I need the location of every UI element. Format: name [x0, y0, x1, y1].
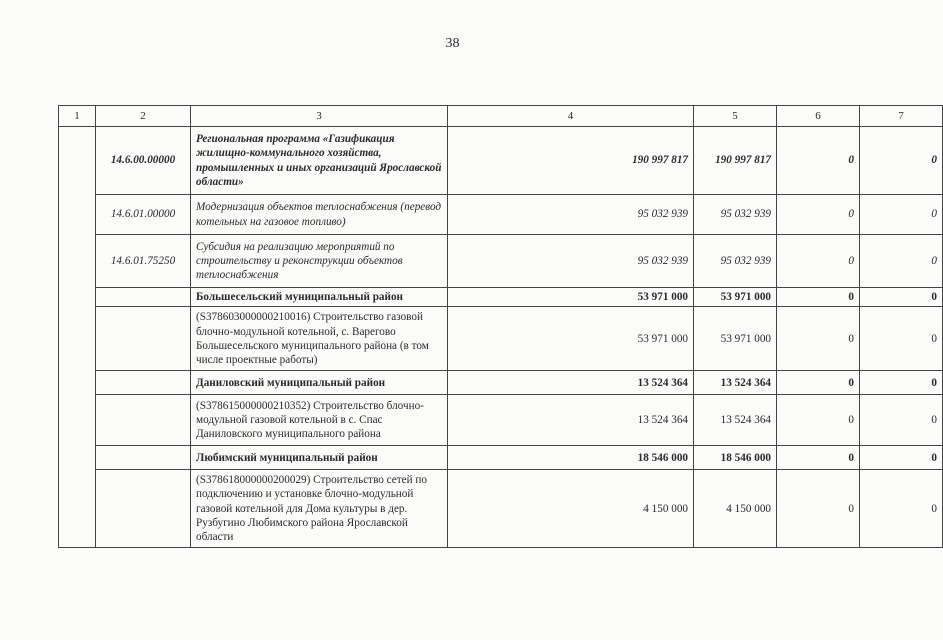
row-col5: 95 032 939: [694, 235, 777, 288]
row-col4: 13 524 364: [448, 395, 694, 446]
row-col4: 13 524 364: [448, 371, 694, 395]
table-row: [59, 127, 943, 195]
row-col7: 0: [860, 195, 943, 235]
row-col4: 95 032 939: [448, 195, 694, 235]
table-row: [59, 395, 943, 446]
row-col6: 0: [777, 235, 860, 288]
row-code: 14.6.01.00000: [96, 195, 191, 235]
row-col5: 95 032 939: [694, 195, 777, 235]
row-col7: 0: [860, 470, 943, 548]
table-row: [59, 307, 943, 371]
header-cell-3: 3: [191, 106, 448, 127]
row-name: (S378615000000210352) Строительство блочно-модульной газовой котельной в с. Спас Даниловского муниципального района: [191, 395, 448, 446]
row-col6: 0: [777, 470, 860, 548]
row-name: Любимский муниципальный район: [191, 446, 448, 470]
empty-column-1: [59, 127, 96, 548]
row-col7: 0: [860, 395, 943, 446]
header-cell-7: 7: [860, 106, 943, 127]
row-col5: 190 997 817: [694, 127, 777, 195]
row-col5: 4 150 000: [694, 470, 777, 548]
row-name: Субсидия на реализацию мероприятий по строительству и реконструкции объектов теплоснабжения: [191, 235, 448, 288]
row-col4: 190 997 817: [448, 127, 694, 195]
row-code: [96, 446, 191, 470]
table-row: [59, 288, 943, 307]
row-col5: 13 524 364: [694, 371, 777, 395]
row-col6: 0: [777, 127, 860, 195]
table-row: [59, 195, 943, 235]
row-col7: 0: [860, 235, 943, 288]
row-col7: 0: [860, 127, 943, 195]
row-code: [96, 288, 191, 307]
row-col6: 0: [777, 446, 860, 470]
row-name: (S378618000000200029) Строительство сетей по подключению и установке блочно-модульной газовой котельной для Дома культуры в дер. Рузбугино Любимского района Ярославской области: [191, 470, 448, 548]
row-col6: 0: [777, 395, 860, 446]
header-cell-4: 4: [448, 106, 694, 127]
row-name: (S378603000000210016) Строительство газовой блочно-модульной котельной, с. Варегово Большесельского муниципального района (в том числе проектные работы): [191, 307, 448, 371]
header-cell-6: 6: [777, 106, 860, 127]
table-row: [59, 235, 943, 288]
row-col5: 13 524 364: [694, 395, 777, 446]
row-col4: 4 150 000: [448, 470, 694, 548]
row-col4: 53 971 000: [448, 307, 694, 371]
row-code: [96, 371, 191, 395]
row-name: Большесельский муниципальный район: [191, 288, 448, 307]
row-col4: 95 032 939: [448, 235, 694, 288]
row-col4: 18 546 000: [448, 446, 694, 470]
row-code: 14.6.00.00000: [96, 127, 191, 195]
budget-table: [58, 105, 943, 548]
row-col5: 53 971 000: [694, 307, 777, 371]
table-row: [59, 371, 943, 395]
row-col6: 0: [777, 195, 860, 235]
row-code: [96, 395, 191, 446]
row-code: [96, 307, 191, 371]
header-cell-1: 1: [59, 106, 96, 127]
row-col5: 18 546 000: [694, 446, 777, 470]
row-col7: 0: [860, 371, 943, 395]
row-col6: 0: [777, 371, 860, 395]
row-col7: 0: [860, 446, 943, 470]
row-col7: 0: [860, 288, 943, 307]
header-cell-5: 5: [694, 106, 777, 127]
row-col7: 0: [860, 307, 943, 371]
row-col6: 0: [777, 288, 860, 307]
row-name: Модернизация объектов теплоснабжения (перевод котельных на газовое топливо): [191, 195, 448, 235]
table-row: [59, 470, 943, 548]
row-col4: 53 971 000: [448, 288, 694, 307]
row-code: [96, 470, 191, 548]
header-cell-2: 2: [96, 106, 191, 127]
row-name: Даниловский муниципальный район: [191, 371, 448, 395]
table-row: [59, 446, 943, 470]
header-row: [59, 106, 943, 127]
row-code: 14.6.01.75250: [96, 235, 191, 288]
row-col6: 0: [777, 307, 860, 371]
row-col5: 53 971 000: [694, 288, 777, 307]
row-name: Региональная программа «Газификация жилищно-коммунального хозяйства, промышленных и иных организаций Ярославской области»: [191, 127, 448, 195]
page-number: 38: [445, 36, 460, 51]
